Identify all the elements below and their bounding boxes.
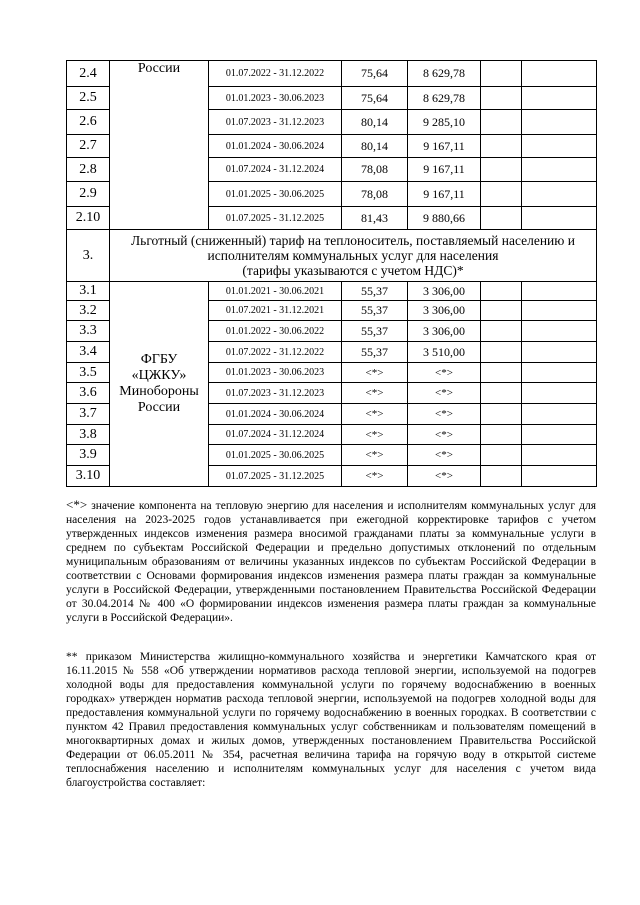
tariff-value-cell: 75,64 [342, 61, 408, 87]
empty-cell [522, 87, 597, 110]
footnote-2-text: ** приказом Министерства жилищно-коммунального хозяйства и энергетики Камчатского края от 16.11.2015 № 558 «Об утверждении нормативов расхода тепловой энергии, используемой на подогрев холодной воды для предоставления коммунальной услуги по горячему водоснабжению в военных городках» утвержден норматив расхода тепловой энергии, используемой на подогрев холодной воды для предоставления коммунальной услуги по горячему водоснабжению в военных городках. В соответствии с пунктом 42 Правил предоставления коммунальных услуг собственникам и пользователям помещений в многоквартирных домах и жилых домов, утвержденных постановлением Правительства Российской Федерации от 06.05.2011 № 354, расчетная величина тарифа на горячую воду в открытой системе теплоснабжения населению и исполнителям коммунальных услуг для населения с учетом вида благоустройства составляет: [66, 651, 596, 789]
empty-cell [522, 466, 597, 487]
tariff-value-cell: 9 167,11 [408, 182, 481, 207]
tariff-value-cell: 81,43 [342, 207, 408, 230]
tariff-value-cell: 55,37 [342, 321, 408, 342]
table-row [67, 282, 597, 301]
empty-cell [522, 445, 597, 466]
row-number: 2.4 [67, 61, 110, 87]
tariff-value-cell: 9 285,10 [408, 110, 481, 135]
tariff-value-cell: <*> [342, 466, 408, 487]
tariff-value-cell: 8 629,78 [408, 87, 481, 110]
organization-name-line: «ЦЖКУ» [131, 368, 187, 383]
empty-cell [481, 158, 522, 182]
row-number: 3.3 [67, 321, 110, 342]
section-row [67, 230, 597, 282]
empty-cell [481, 383, 522, 404]
tariff-value-cell: 78,08 [342, 182, 408, 207]
empty-cell [481, 182, 522, 207]
organization-name-line: Минобороны [119, 384, 199, 399]
row-number: 3.7 [67, 404, 110, 425]
footnote-1-symbol: <*> [66, 497, 88, 512]
row-number: 3.8 [67, 425, 110, 445]
empty-cell [481, 363, 522, 383]
period-cell: 01.07.2023 - 31.12.2023 [209, 383, 342, 404]
tariff-value-cell: <*> [408, 445, 481, 466]
tariff-value-cell: 8 629,78 [408, 61, 481, 87]
row-number: 2.10 [67, 207, 110, 230]
tariff-value-cell: 9 167,11 [408, 158, 481, 182]
period-cell: 01.07.2021 - 31.12.2021 [209, 301, 342, 321]
empty-cell [522, 207, 597, 230]
tariff-value-cell: 3 306,00 [408, 301, 481, 321]
empty-cell [481, 282, 522, 301]
row-number: 3.10 [67, 466, 110, 487]
tariff-value-cell: <*> [342, 404, 408, 425]
row-number: 2.9 [67, 182, 110, 207]
period-cell: 01.07.2024 - 31.12.2024 [209, 158, 342, 182]
period-cell: 01.01.2021 - 30.06.2021 [209, 282, 342, 301]
tariff-value-cell: 9 167,11 [408, 135, 481, 158]
period-cell: 01.01.2023 - 30.06.2023 [209, 363, 342, 383]
row-number: 2.5 [67, 87, 110, 110]
tariff-value-cell: 3 510,00 [408, 342, 481, 363]
empty-cell [522, 135, 597, 158]
tariff-value-cell: 9 880,66 [408, 207, 481, 230]
section-number: 3. [67, 230, 110, 282]
empty-cell [522, 383, 597, 404]
empty-cell [522, 425, 597, 445]
section-title-line: исполнителям коммунальных услуг для населения [207, 248, 499, 263]
tariff-value-cell: 80,14 [342, 110, 408, 135]
row-number: 3.1 [67, 282, 110, 301]
period-cell: 01.07.2023 - 31.12.2023 [209, 110, 342, 135]
empty-cell [481, 135, 522, 158]
period-cell: 01.01.2024 - 30.06.2024 [209, 404, 342, 425]
empty-cell [481, 110, 522, 135]
row-number: 3.5 [67, 363, 110, 383]
organization-cell: России [110, 61, 209, 230]
empty-cell [522, 158, 597, 182]
tariff-value-cell: <*> [342, 383, 408, 404]
tariff-value-cell: 75,64 [342, 87, 408, 110]
empty-cell [522, 61, 597, 87]
period-cell: 01.07.2025 - 31.12.2025 [209, 466, 342, 487]
period-cell: 01.01.2022 - 30.06.2022 [209, 321, 342, 342]
tariff-value-cell: 78,08 [342, 158, 408, 182]
tariff-value-cell: <*> [408, 425, 481, 445]
tariff-value-cell: <*> [408, 404, 481, 425]
organization-name-line: России [137, 400, 181, 415]
organization-cell [110, 282, 209, 487]
row-number: 3.2 [67, 301, 110, 321]
empty-cell [522, 404, 597, 425]
tariff-value-cell: 55,37 [342, 282, 408, 301]
row-number: 3.4 [67, 342, 110, 363]
empty-cell [522, 182, 597, 207]
tariff-value-cell: 3 306,00 [408, 321, 481, 342]
empty-cell [481, 425, 522, 445]
footnote-1-text: значение компонента на тепловую энергию для населения и исполнителям коммунальных услуг для населения на 2023-2025 годов устанавливается при ежегодной корректировке тарифов с учетом утвержденных индексов изменения размера вносимой гражданами платы за коммунальные услуги в среднем по субъектам Российской Федерации и предельно допустимых отклонений по отдельным муниципальным образованиям от величины указанных индексов по субъектам Российской Федерации в соответствии с Основами формирования индексов изменения размера платы граждан за коммунальные услуги в Российской Федерации, утвержденными постановлением Правительства Российской Федерации от 30.04.2014 № 400 «О формировании индексов изменения размера платы граждан за коммунальные услуги в Российской Федерации». [66, 500, 596, 624]
tariff-value-cell: 80,14 [342, 135, 408, 158]
empty-cell [522, 321, 597, 342]
empty-cell [481, 61, 522, 87]
section-title [110, 230, 597, 282]
empty-cell [481, 207, 522, 230]
period-cell: 01.01.2025 - 30.06.2025 [209, 445, 342, 466]
row-number: 3.9 [67, 445, 110, 466]
tariff-value-cell: 55,37 [342, 342, 408, 363]
empty-cell [481, 342, 522, 363]
section-title-line: (тарифы указываются с учетом НДС)* [242, 263, 464, 278]
tariff-table [66, 60, 597, 487]
period-cell: 01.07.2024 - 31.12.2024 [209, 425, 342, 445]
tariff-value-cell: <*> [342, 425, 408, 445]
empty-cell [522, 363, 597, 383]
empty-cell [481, 321, 522, 342]
period-cell: 01.07.2022 - 31.12.2022 [209, 342, 342, 363]
period-cell: 01.01.2024 - 30.06.2024 [209, 135, 342, 158]
empty-cell [481, 87, 522, 110]
row-number: 2.7 [67, 135, 110, 158]
empty-cell [481, 404, 522, 425]
empty-cell [481, 445, 522, 466]
footnote-2 [66, 650, 596, 790]
tariff-value-cell: <*> [342, 363, 408, 383]
period-cell: 01.07.2025 - 31.12.2025 [209, 207, 342, 230]
empty-cell [522, 301, 597, 321]
empty-cell [481, 466, 522, 487]
empty-cell [481, 301, 522, 321]
tariff-value-cell: <*> [408, 383, 481, 404]
tariff-value-cell: <*> [408, 466, 481, 487]
period-cell: 01.01.2023 - 30.06.2023 [209, 87, 342, 110]
row-number: 3.6 [67, 383, 110, 404]
empty-cell [522, 282, 597, 301]
section-title-line: Льготный (сниженный) тариф на теплоноситель, поставляемый населению и [131, 233, 575, 248]
tariff-value-cell: 3 306,00 [408, 282, 481, 301]
row-number: 2.6 [67, 110, 110, 135]
footnote-1 [66, 498, 596, 625]
period-cell: 01.01.2025 - 30.06.2025 [209, 182, 342, 207]
organization-name-line: ФГБУ [140, 352, 178, 367]
empty-cell [522, 342, 597, 363]
row-number: 2.8 [67, 158, 110, 182]
tariff-value-cell: 55,37 [342, 301, 408, 321]
period-cell: 01.07.2022 - 31.12.2022 [209, 61, 342, 87]
tariff-value-cell: <*> [408, 363, 481, 383]
empty-cell [522, 110, 597, 135]
table-row [67, 61, 597, 87]
tariff-value-cell: <*> [342, 445, 408, 466]
